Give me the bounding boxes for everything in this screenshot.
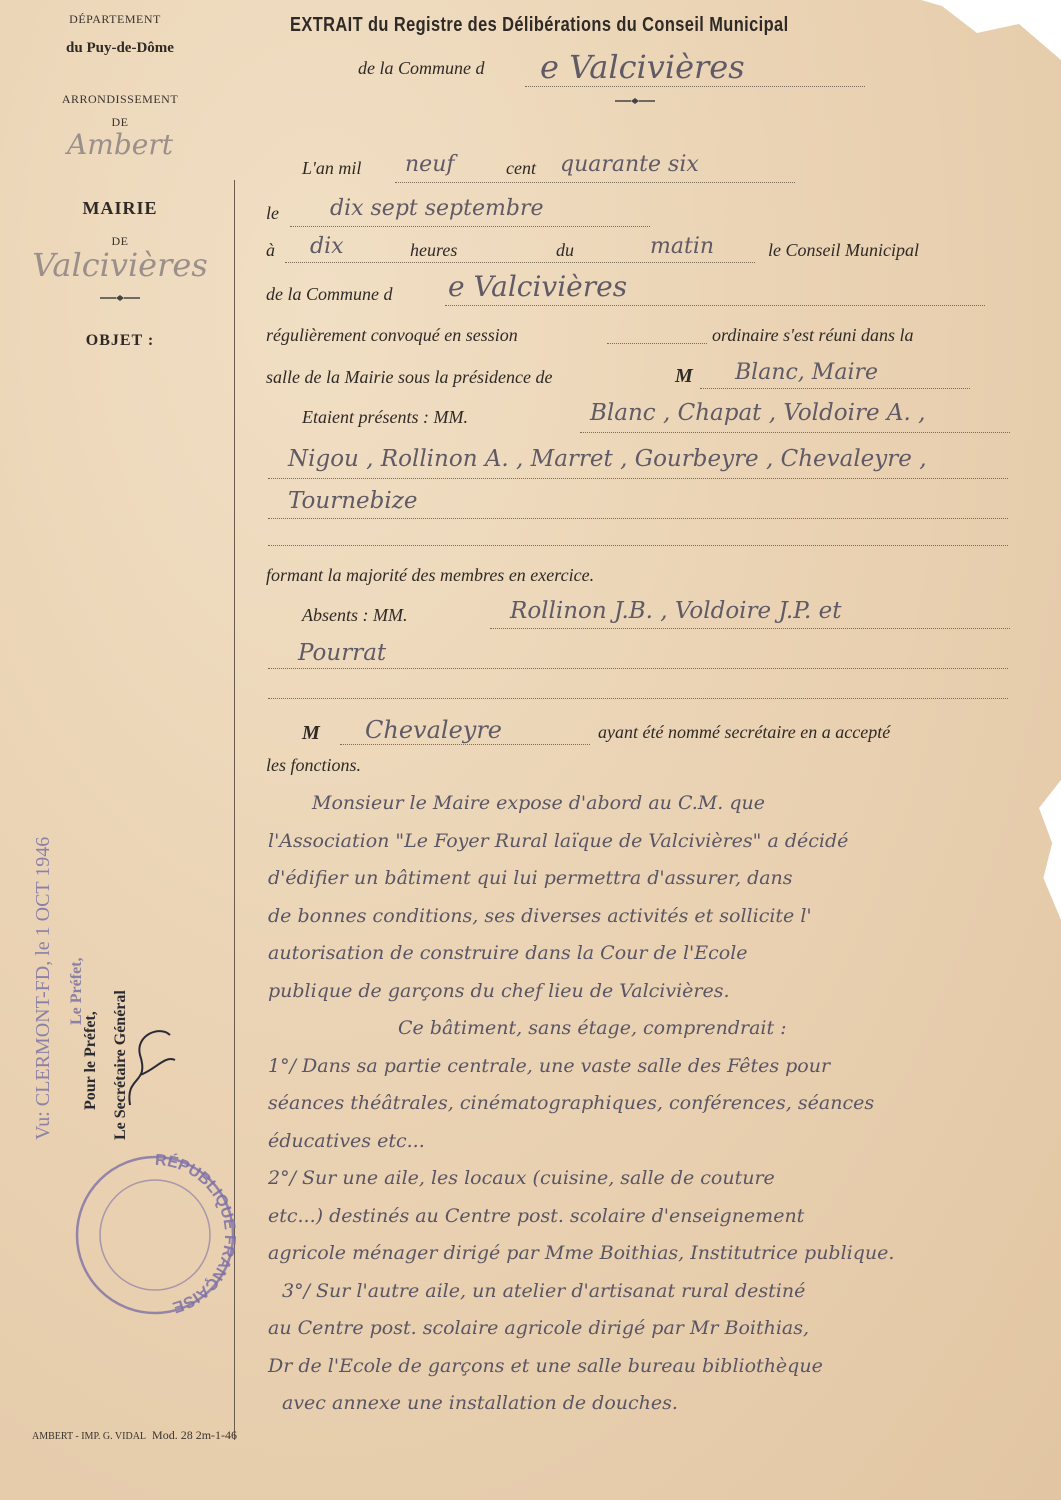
dotted-rule [290,226,650,227]
commune-name: Valcivières [32,246,208,284]
body-line: Monsieur le Maire expose d'abord au C.M. que [312,792,766,814]
de-label: DE [111,115,129,129]
body-line: 3°/ Sur l'autre aile, un atelier d'artisanat rural destiné [282,1279,806,1302]
dotted-rule [445,305,985,306]
present-hw-2: Nigou , Rollinon A. , Marret , Gourbeyre , Chevaleyre , [288,446,927,472]
presidency-text: salle de la Mairie sous la présidence de [266,367,553,387]
seal-text: RÉPUBLIQUE FRANÇAISE [154,1151,239,1316]
convened-text-b: ordinaire s'est réuni dans la [712,325,914,345]
hour-hw: dix [310,234,344,259]
department-label: DÉPARTEMENT [69,12,161,26]
ornament-icon [615,97,655,105]
dotted-rule [340,744,590,745]
year-prefix: L'an mil [302,158,362,178]
body-line: de bonnes conditions, ses diverses activités et sollicite l' [268,904,812,927]
body-line: avec annexe une installation de douches. [282,1392,678,1414]
dotted-rule [580,432,1010,433]
arrondissement-label: ARRONDISSEMENT [61,92,179,106]
secretary-hw: Chevaleyre [365,716,503,744]
le-label: le [266,203,279,223]
objet-label: OBJET : [85,332,155,349]
stamp-pour-prefet: Pour le Préfet, [82,1011,99,1110]
convened-text-a: régulièrement convoqué en session [266,325,518,345]
absent-hw-1: Rollinon J.B. , Voldoire J.P. et [510,598,842,624]
stamp-secretaire: Le Secrétaire Général [112,990,129,1140]
a-label: à [266,240,275,260]
majority-text: formant la majorité des membres en exercice. [266,565,595,585]
mr-label: M [675,365,693,387]
ornament-icon [100,294,140,302]
body-line: l'Association "Le Foyer Rural laïque de Valcivières" a décidé [268,829,849,852]
document-header [290,14,980,37]
year-hw-2: quarante six [560,152,699,177]
body-line: agricole ménager dirigé par Mme Boithias, Institutrice publique. [268,1242,895,1264]
council-label: le Conseil Municipal [768,240,919,260]
mr-secretary-label: M [302,722,320,744]
header-commune-prefix: de la Commune d [358,58,485,78]
body-line: éducatives etc... [268,1129,425,1152]
present-label: Etaient présents : MM. [302,407,468,427]
time-hw: matin [650,234,715,259]
body-line: publique de garçons du chef lieu de Valcivières. [268,979,730,1002]
torn-edge [1039,780,1061,920]
du-label: du [556,240,574,260]
president-hw: Blanc, Maire [735,360,879,385]
commune-hw: e Valcivières [448,270,628,303]
print-footer [32,1428,237,1443]
body-line: au Centre post. scolaire agricole dirigé par Mr Boithias, [268,1317,810,1339]
deliberation-body [268,785,1028,1423]
present-hw-1: Blanc , Chapat , Voldoire A. , [590,400,926,426]
document-title: EXTRAIT du Registre des Délibérations du Conseil Municipal [290,14,789,36]
dotted-rule [395,182,795,183]
dotted-rule [525,86,865,87]
body-line: 2°/ Sur une aile, les locaux (cuisine, salle de couture [268,1167,775,1189]
body-line: Ce bâtiment, sans étage, comprendrait : [398,1017,787,1039]
year-hw-1: neuf [405,152,455,177]
body-line: d'édifier un bâtiment qui lui permettra d'assurer, dans [268,867,793,889]
body-line: 1°/ Dans sa partie centrale, une vaste salle des Fêtes pour [268,1054,831,1077]
dotted-rule [490,628,1010,629]
form-reference: Mod. 28 2m-1-46 [152,1428,238,1442]
body-line: autorisation de construire dans la Cour de l'Ecole [268,942,748,964]
arrondissement-name: Ambert [67,128,173,161]
absent-hw-2: Pourrat [298,640,387,666]
secretary-text: ayant été nommé secrétaire en a accepté [598,722,891,742]
present-hw-3: Tournebize [288,488,418,514]
year-mid: cent [506,158,536,178]
functions-text: les fonctions. [266,755,361,775]
body-line: etc...) destinés au Centre post. scolaire d'enseignement [268,1204,805,1227]
dotted-rule [268,545,1008,546]
hours-label: heures [410,240,458,260]
dotted-rule [268,698,1008,699]
dotted-rule [607,343,707,344]
de-label-2: DE [111,234,129,248]
body-line: séances théâtrales, cinématographiques, conférences, séances [268,1092,875,1114]
printer-name: AMBERT - IMP. G. VIDAL [32,1431,147,1442]
mairie-label: MAIRIE [82,198,158,218]
commune-prefix: de la Commune d [266,284,393,304]
republique-seal-icon [70,1145,240,1325]
dotted-rule [268,478,1008,479]
stamp-vu-line: Vu: CLERMONT-FD, le 1 OCT 1946 [32,836,54,1140]
absent-label: Absents : MM. [302,605,408,625]
dotted-rule [268,668,1008,669]
department-name: du Puy-de-Dôme [66,40,174,56]
dotted-rule [700,388,970,389]
signature-icon [120,1015,180,1115]
date-hw: dix sept septembre [330,196,544,221]
stamp-prefet: Le Préfet, [68,957,85,1025]
header-commune-hw: e Valcivières [540,48,745,86]
dotted-rule [285,262,755,263]
body-line: Dr de l'Ecole de garçons et une salle bureau bibliothèque [268,1354,823,1377]
svg-text:RÉPUBLIQUE FRANÇAISE [154,1151,238,1315]
dotted-rule [268,518,1008,519]
